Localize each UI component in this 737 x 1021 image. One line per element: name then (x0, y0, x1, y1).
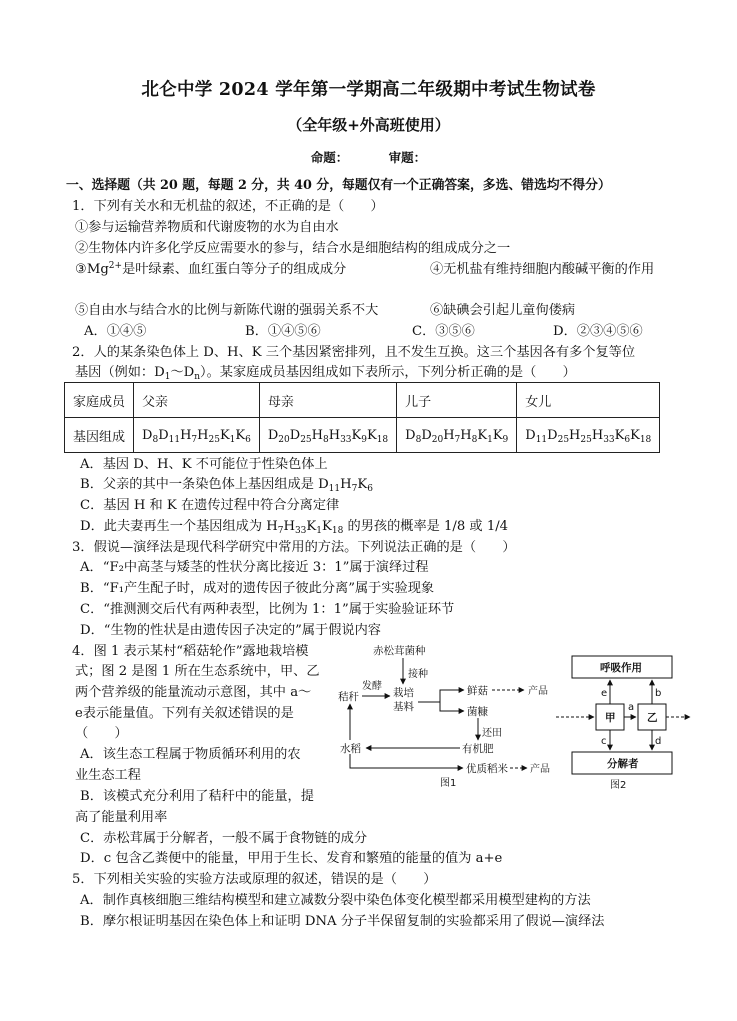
label-b: b (655, 688, 662, 699)
gene-table (64, 382, 660, 453)
q4-option-a-line2: 业生态工程 (75, 768, 141, 783)
q1-option-d: D．②③④⑤⑥ (553, 324, 643, 339)
label-a: a (628, 702, 635, 713)
arrow-to-mushroom (418, 690, 464, 702)
q1-statement-2: ②生物体内许多化学反应需要水的参与，结合水是细胞结构的组成成分之一 (75, 241, 511, 256)
label-ferment: 发酵 (362, 681, 382, 692)
label-strain: 赤松茸菌种 (373, 645, 426, 657)
q4-option-d: D．c 包含乙粪便中的能量，甲用于生长、发育和繁殖的能量的值为 a+e (80, 851, 503, 866)
label-return: 还田 (482, 728, 502, 739)
label-inoculate: 接种 (408, 669, 428, 680)
q2-stem-line2: 基因（例如：$D_1\sim D_n$）。某家庭成员基因组成如下表所示，下列分析正确的是（ ） (75, 365, 576, 382)
q2-option-b: B．父亲的其中一条染色体上基因组成是 $D_{11}H_7K_6$ (80, 477, 373, 494)
label-decomposer: 分解者 (607, 758, 639, 770)
q4-stem-line4: e表示能量值。下列有关叙述错误的是 (75, 706, 294, 721)
q2-stem-line1: 2．人的某条染色体上 D、H、K 三个基因紧密排列，且不发生互换。这三个基因各有多个复等位 (72, 345, 636, 360)
label-e: e (601, 688, 608, 699)
table-row (65, 418, 660, 453)
label-substrate-1: 栽培 (393, 687, 414, 699)
table-header-cell: 父亲 (134, 383, 260, 418)
author-line (0, 148, 737, 166)
label-product-1: 产品 (528, 686, 548, 697)
table-header-cell: 母亲 (259, 383, 396, 418)
label-respiration: 呼吸作用 (600, 662, 642, 674)
q1-statement-4: ④无机盐有维持细胞内酸碱平衡的作用 (430, 262, 655, 277)
label-product-2: 产品 (530, 764, 550, 775)
q2-option-a: A．基因 D、H、K 不可能位于性染色体上 (80, 457, 328, 472)
arrow-to-residue (440, 702, 464, 711)
label-manure: 有机肥 (462, 743, 494, 755)
q4-option-c: C．赤松茸属于分解者，一般不属于食物链的成分 (80, 831, 368, 846)
q4-option-b-line2: 高了能量利用率 (75, 810, 168, 825)
q1-option-b: B．①④⑤⑥ (245, 324, 321, 339)
author-label: 命题： (310, 150, 349, 165)
table-header-cell: 儿子 (397, 383, 517, 418)
q4-stem-line5: （ ） (75, 726, 128, 741)
label-jia: 甲 (605, 712, 616, 724)
table-cell-father-genes: $D_8D_{11}H_7H_{25}K_1K_6$ (134, 418, 260, 453)
label-good-rice: 优质稻米 (466, 763, 508, 775)
q1-statement-3: $③Mg^{2+}$是叶绿素、血红蛋白等分子的组成成分 (75, 261, 347, 277)
table-cell: 基因组成 (65, 418, 134, 453)
table-header-cell: 女儿 (517, 383, 660, 418)
q4-option-b-line1: B．该模式充分利用了秸秆中的能量，提 (80, 789, 314, 804)
label-yi: 乙 (647, 712, 658, 724)
label-substrate-2: 基料 (393, 701, 414, 713)
arrow-to-good-rice (350, 754, 463, 768)
figure-1-diagram (330, 640, 560, 790)
q1-stem: 1．下列有关水和无机盐的叙述，不正确的是（ ） (72, 199, 384, 214)
label-fresh-mushroom: 鲜菇 (467, 685, 488, 697)
q5-stem: 5．下列相关实验的实验方法或原理的叙述，错误的是（ ） (72, 872, 437, 887)
table-header-row (65, 383, 660, 418)
label-residue: 菌糠 (467, 706, 488, 718)
table-cell-son-genes: $D_8D_{20}H_7H_8K_1K_9$ (397, 418, 517, 453)
figure-2-diagram (552, 648, 692, 790)
q1-statement-6: ⑥缺碘会引起儿童佝偻病 (430, 303, 576, 318)
label-straw: 秸秆 (338, 691, 359, 703)
label-c: c (601, 736, 607, 747)
q2-option-d: D．此夫妻再生一个基因组成为 $H_7H_{33}K_1K_{18}$ 的男孩的概率是 1/8 或 1/4 (80, 519, 509, 536)
label-rice: 水稻 (340, 743, 361, 755)
q3-stem: 3．假说—演绎法是现代科学研究中常用的方法。下列说法正确的是（ ） (72, 540, 516, 555)
q4-stem-line2: 式；图 2 是图 1 所在生态系统中，甲、乙 (75, 664, 320, 679)
q3-option-d: D．“生物的性状是由遗传因子决定的”属于假说内容 (80, 623, 381, 638)
q2-option-c: C．基因 H 和 K 在遗传过程中符合分离定律 (80, 498, 340, 513)
page-title: 北仑中学 2024 学年第一学期高二年级期中考试生物试卷 (141, 80, 596, 100)
q3-option-c: C．“推测测交后代有两种表型，比例为 1：1”属于实验验证环节 (80, 602, 455, 617)
q3-option-a: A．“F₂中高茎与矮茎的性状分离比接近 3：1”属于演绎过程 (80, 560, 429, 575)
section-heading: 一、选择题（共 20 题，每题 2 分，共 40 分，每题仅有一个正确答案，多选、错选均不得分） (66, 178, 611, 193)
page-subtitle: （全年级+外高班使用） (287, 116, 450, 134)
reviewer-label: 审题： (388, 150, 427, 165)
table-cell-mother-genes: $D_{20}D_{25}H_8H_{33}K_9K_{18}$ (259, 418, 396, 453)
q3-option-b: B．“F₁产生配子时，成对的遗传因子彼此分离”属于实验现象 (80, 581, 435, 596)
q5-option-b: B．摩尔根证明基因在染色体上和证明 DNA 分子半保留复制的实验都采用了假说—演绎法 (80, 914, 605, 929)
q5-option-a: A．制作真核细胞三维结构模型和建立减数分裂中染色体变化模型都采用模型建构的方法 (80, 893, 591, 908)
q1-option-c: C．③⑤⑥ (412, 324, 475, 339)
table-header-cell: 家庭成员 (65, 383, 134, 418)
table-cell-daughter-genes: $D_{11}D_{25}H_{25}H_{33}K_6K_{18}$ (517, 418, 660, 453)
label-d: d (655, 736, 662, 747)
q4-option-a-line1: A．该生态工程属于物质循环利用的农 (80, 747, 301, 762)
q4-stem-line3: 两个营养级的能量流动示意图，其中 a～ (75, 685, 312, 700)
figure-2-caption: 图2 (610, 780, 627, 790)
q1-option-a: A．①④⑤ (84, 324, 147, 339)
figure-1-caption: 图1 (440, 778, 457, 789)
q1-statement-1: ①参与运输营养物质和代谢废物的水为自由水 (75, 220, 339, 235)
q4-stem-line1: 4．图 1 表示某村“稻菇轮作”露地栽培模 (72, 644, 309, 659)
q1-statement-5: ⑤自由水与结合水的比例与新陈代谢的强弱关系不大 (75, 303, 379, 318)
